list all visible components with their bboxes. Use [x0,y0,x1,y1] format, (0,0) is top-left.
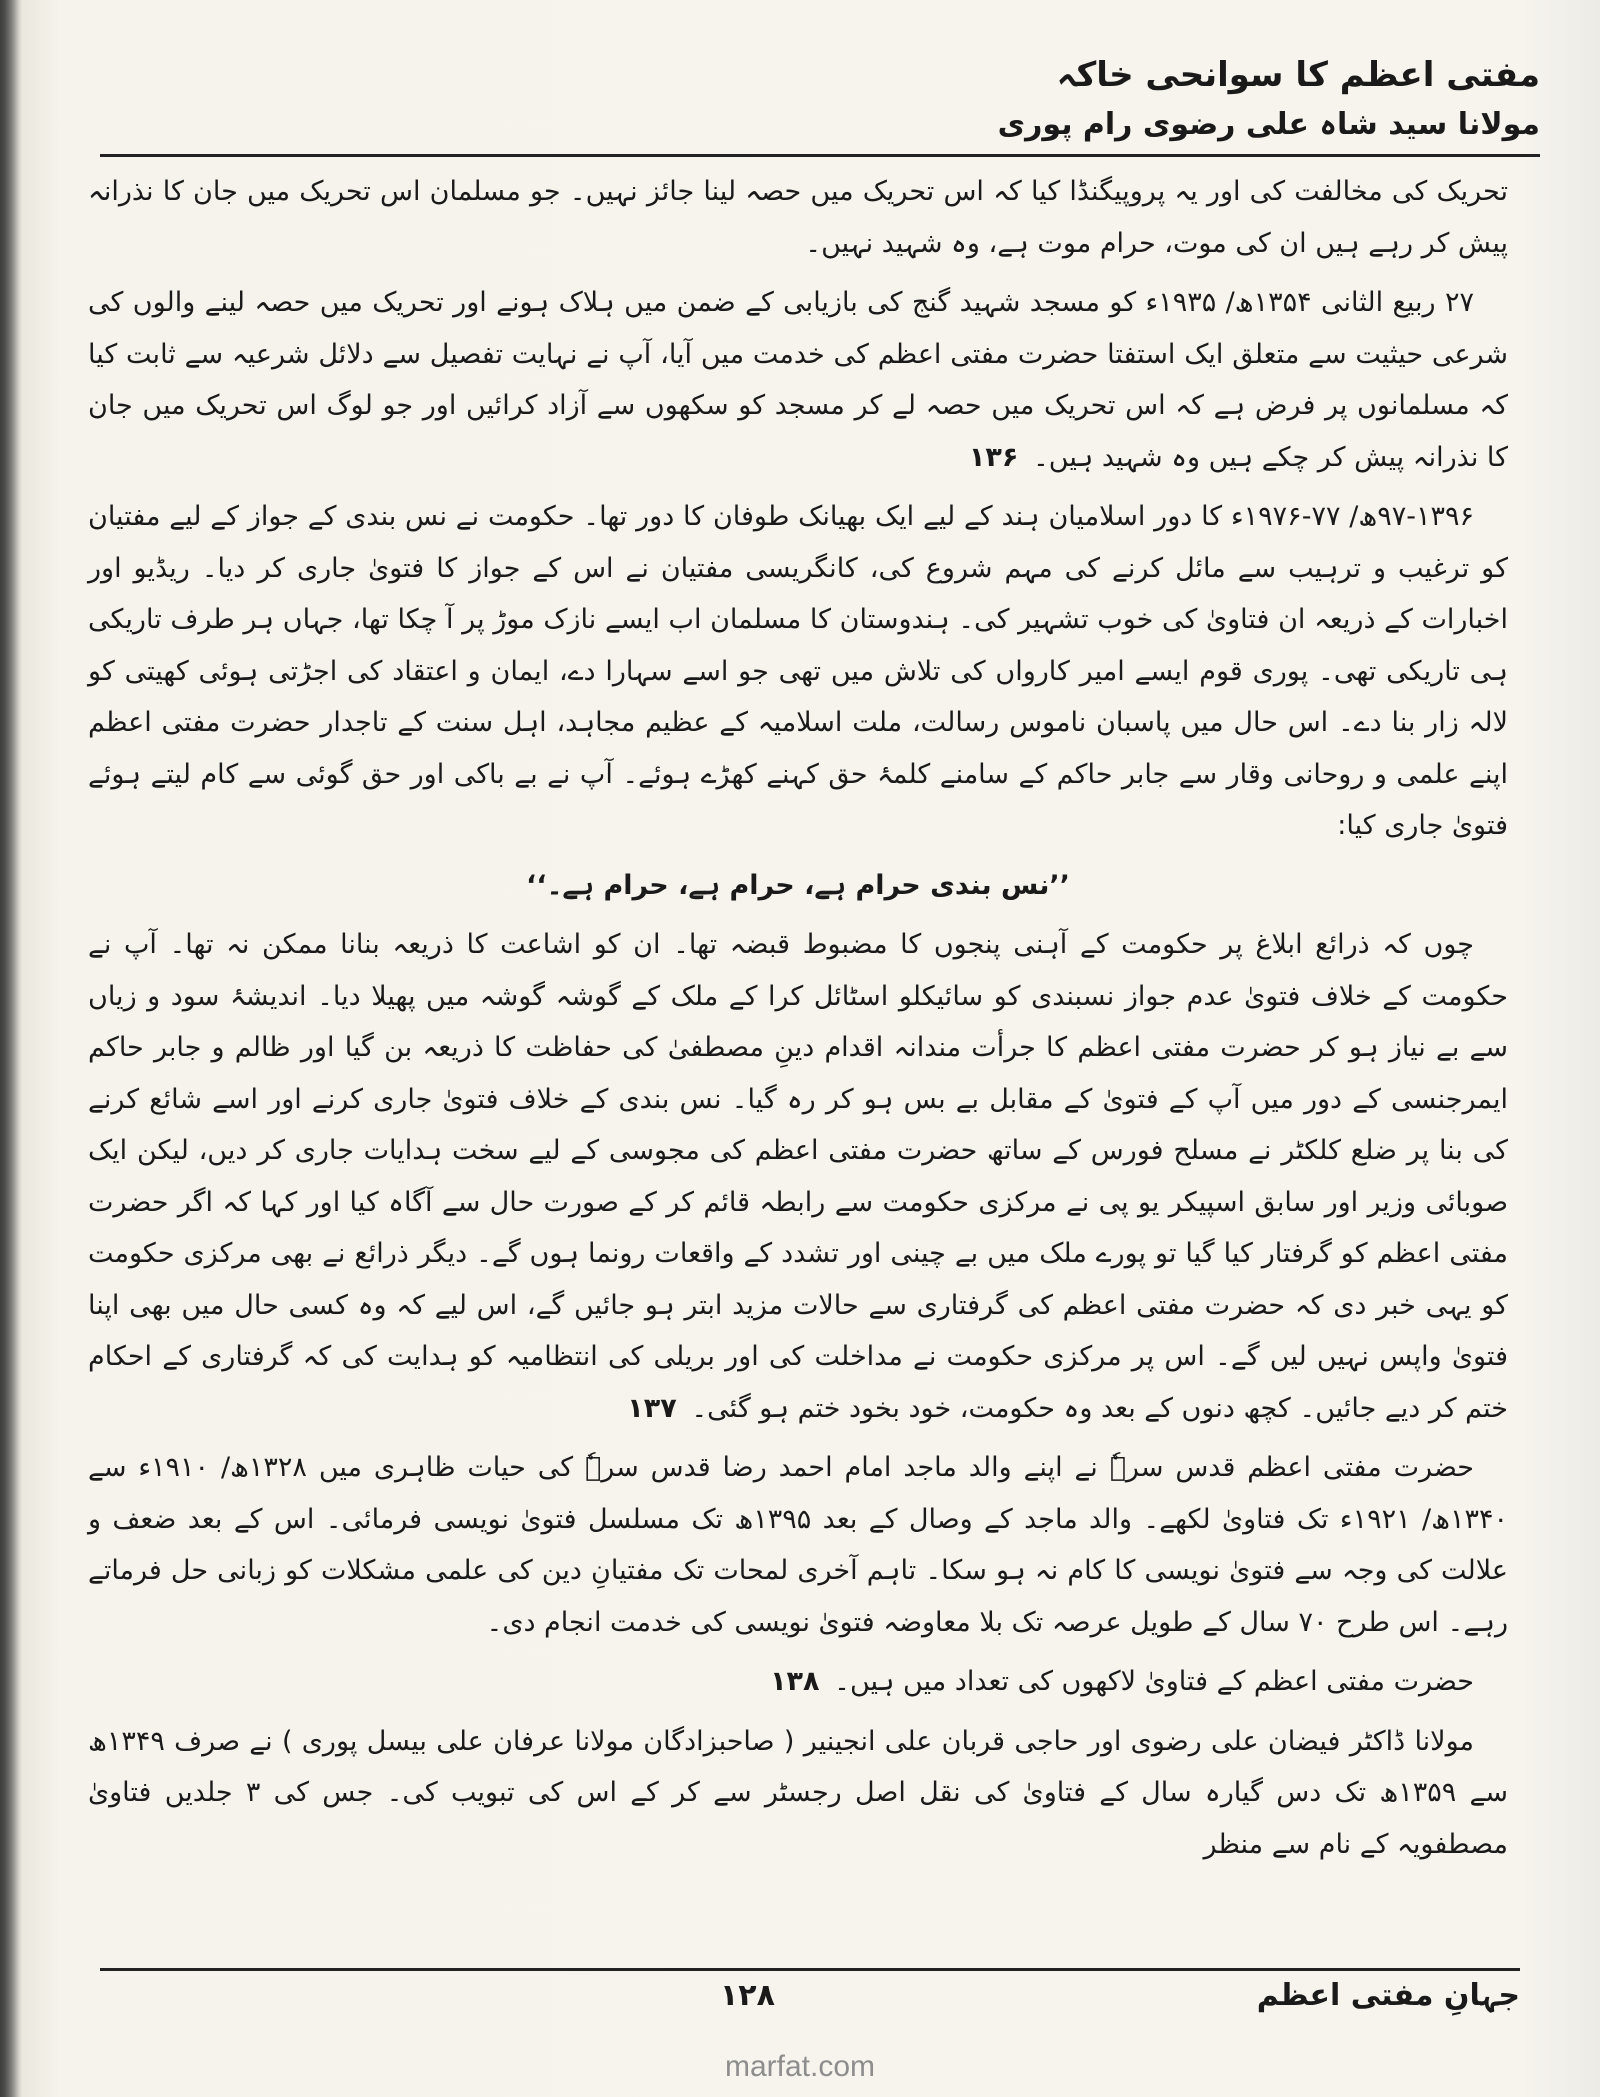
site-watermark: marfat.com [724,2050,876,2083]
paragraph-5: حضرت مفتی اعظم قدس سرہٗ نے اپنے والد ماجد امام احمد رضا قدس سرہٗ کی حیات ظاہری میں ۱۳۲۸ھ/ ۱۹۱۰ء سے ۱۳۴۰ھ/ ۱۹۲۱ء تک فتاویٰ لکھے۔ والد ماجد کے وصال کے بعد ۱۳۹۵ھ تک مسلسل فتویٰ نویسی فرمائی۔ اس کے بعد ضعف و علالت کی وجہ سے فتویٰ نویسی کا کام نہ ہو سکا۔ تاہم آخری لمحات تک مفتیانِ دین کی علمی مشکلات کو زبانی حل فرماتے رہے۔ اس طرح ۷۰ سال کے طویل عرصہ تک بلا معاوضہ فتویٰ نویسی کی خدمت انجام دی۔ [88,1452,1508,1638]
footnote-ref-136: ۱۳۶ [968,441,1019,473]
page-header [80,52,1540,146]
book-spine-shadow [0,0,22,2097]
fatwa-quote: ’’نس بندی حرام ہے، حرام ہے، حرام ہے۔‘‘ [526,869,1070,901]
footer-divider [100,1968,1520,1971]
chapter-title: مفتی اعظم کا سوانحی خاکہ [1056,55,1540,95]
paragraph-7: مولانا ڈاکٹر فیضان علی رضوی اور حاجی قربان علی انجینیر ( صاحبزادگان مولانا عرفان علی بیسل پوری ) نے صرف ۱۳۴۹ھ سے ۱۳۵۹ھ تک دس گیارہ سال کے فتاویٰ کی نقل اصل رجسٹر سے کر کے اس کی تبویب کی۔ جس کی ۳ جلدیں فتاویٰ مصطفویہ کے نام سے منظر [88,1725,1508,1860]
page-number: ۱۲۸ [720,1978,775,2013]
paragraph-4-text: چوں کہ ذرائع ابلاغ پر حکومت کے آہنی پنجوں کا مضبوط قبضہ تھا۔ ان کو اشاعت کا ذریعہ بنانا ممکن نہ تھا۔ آپ نے حکومت کے خلاف فتویٰ عدم جواز نسبندی کو سائیکلو اسٹائل کرا کے ملک کے گوشہ گوشہ میں پھیلا دیا۔ اندیشۂ سود و زیاں سے بے نیاز ہو کر حضرت مفتی اعظم کا جرأت مندانہ اقدام دینِ مصطفیٰ کی حفاظت کا ذریعہ بن گیا اور ظالم و جابر حاکم ایمرجنسی کے دور میں آپ کے فتویٰ کے مقابل بے بس ہو کر رہ گیا۔ نس بندی کے خلاف فتویٰ جاری کرنے اور اسے شائع کرنے کی بنا پر ضلع کلکٹر نے مسلح فورس کے ساتھ حضرت مفتی اعظم کی مجوسی کے لیے سخت ہدایات جاری کر دیں، لیکن ایک صوبائی وزیر اور سابق اسپیکر یو پی نے مرکزی حکومت سے رابطہ قائم کر کے صورت حال سے آگاہ کیا اور کہا کہ اگر حضرت مفتی اعظم کو گرفتار کیا گیا تو پورے ملک میں بے چینی اور تشدد کے واقعات رونما ہوں گے۔ دیگر ذرائع نے بھی مرکزی حکومت کو یہی خبر دی کہ حضرت مفتی اعظم کی گرفتاری سے حالات مزید ابتر ہو جائیں گے، اس لیے کہ وہ کسی حال میں بھی اپنا فتویٰ واپس نہیں لیں گے۔ اس پر مرکزی حکومت نے مداخلت کی اور بریلی کی انتظامیہ کو ہدایت کی کہ گرفتاری کے احکام ختم کر دیے جائیں۔ کچھ دنوں کے بعد وہ حکومت، خود بخود ختم ہو گئی۔ [88,929,1508,1424]
paragraph-2-text: ۲۷ ربیع الثانی ۱۳۵۴ھ/ ۱۹۳۵ء کو مسجد شہید گنج کی بازیابی کے ضمن میں ہلاک ہونے اور تحریک میں حصہ لینے والوں کی شرعی حیثیت سے متعلق ایک استفتا حضرت مفتی اعظم کی خدمت میں آیا، آپ نے نہایت تفصیل سے دلائل شرعیہ سے ثابت کیا کہ مسلمانوں پر فرض ہے کہ اس تحریک میں حصہ لے کر مسجد کو سکھوں سے آزاد کرائیں اور جو لوگ اس تحریک میں جان کا نذرانہ پیش کر چکے ہیں وہ شہید ہیں۔ [88,287,1508,473]
paragraph-6 [88,1656,1508,1708]
footnote-ref-138: ۱۳۸ [770,1666,820,1697]
paragraph-6-text: حضرت مفتی اعظم کے فتاویٰ لاکھوں کی تعداد میں ہیں۔ [834,1666,1474,1697]
paragraph-2 [88,277,1508,483]
paragraph-4 [88,919,1508,1434]
page-footer [100,1978,1520,2038]
chapter-author: مولانا سید شاہ علی رضوی رام پوری [997,107,1540,142]
header-divider [100,154,1540,157]
book-title: جہانِ مفتی اعظم [1256,1978,1520,2013]
footnote-ref-137: ۱۳۷ [627,1392,677,1424]
page-body [88,166,1508,1878]
paragraph-3: ۹۷-۱۳۹۶ھ/ ۷۷-۱۹۷۶ء کا دور اسلامیان ہند کے لیے ایک بھیانک طوفان کا دور تھا۔ حکومت نے نس بندی کے جواز کے لیے مفتیان کو ترغیب و ترہیب سے مائل کرنے کی مہم شروع کی، کانگریسی مفتیان نے اس کے جواز کا فتویٰ جاری کر دیا۔ ریڈیو اور اخبارات کے ذریعہ ان فتاویٰ کی خوب تشہیر کی۔ ہندوستان کا مسلمان اب ایسے نازک موڑ پر آ چکا تھا، جہاں ہر طرف تاریکی ہی تاریکی تھی۔ پوری قوم ایسے امیر کارواں کی تلاش میں تھی جو اسے سہارا دے، ایمان و اعتقاد کی اجڑتی ہوئی کھیتی کو لالہ زار بنا دے۔ اس حال میں پاسبان ناموس رسالت، ملت اسلامیہ کے عظیم مجاہد، اہل سنت کے تاجدار حضرت مفتی اعظم اپنے علمی و روحانی وقار سے جابر حاکم کے سامنے کلمۂ حق کہنے کھڑے ہوئے۔ آپ نے بے باکی اور حق گوئی سے کام لیتے ہوئے فتویٰ جاری کیا: [88,501,1509,841]
paragraph-1: تحریک کی مخالفت کی اور یہ پروپیگنڈا کیا کہ اس تحریک میں حصہ لینا جائز نہیں۔ جو مسلمان اس تحریک میں جان کا نذرانہ پیش کر رہے ہیں ان کی موت، حرام موت ہے، وہ شہید نہیں۔ [88,176,1508,259]
